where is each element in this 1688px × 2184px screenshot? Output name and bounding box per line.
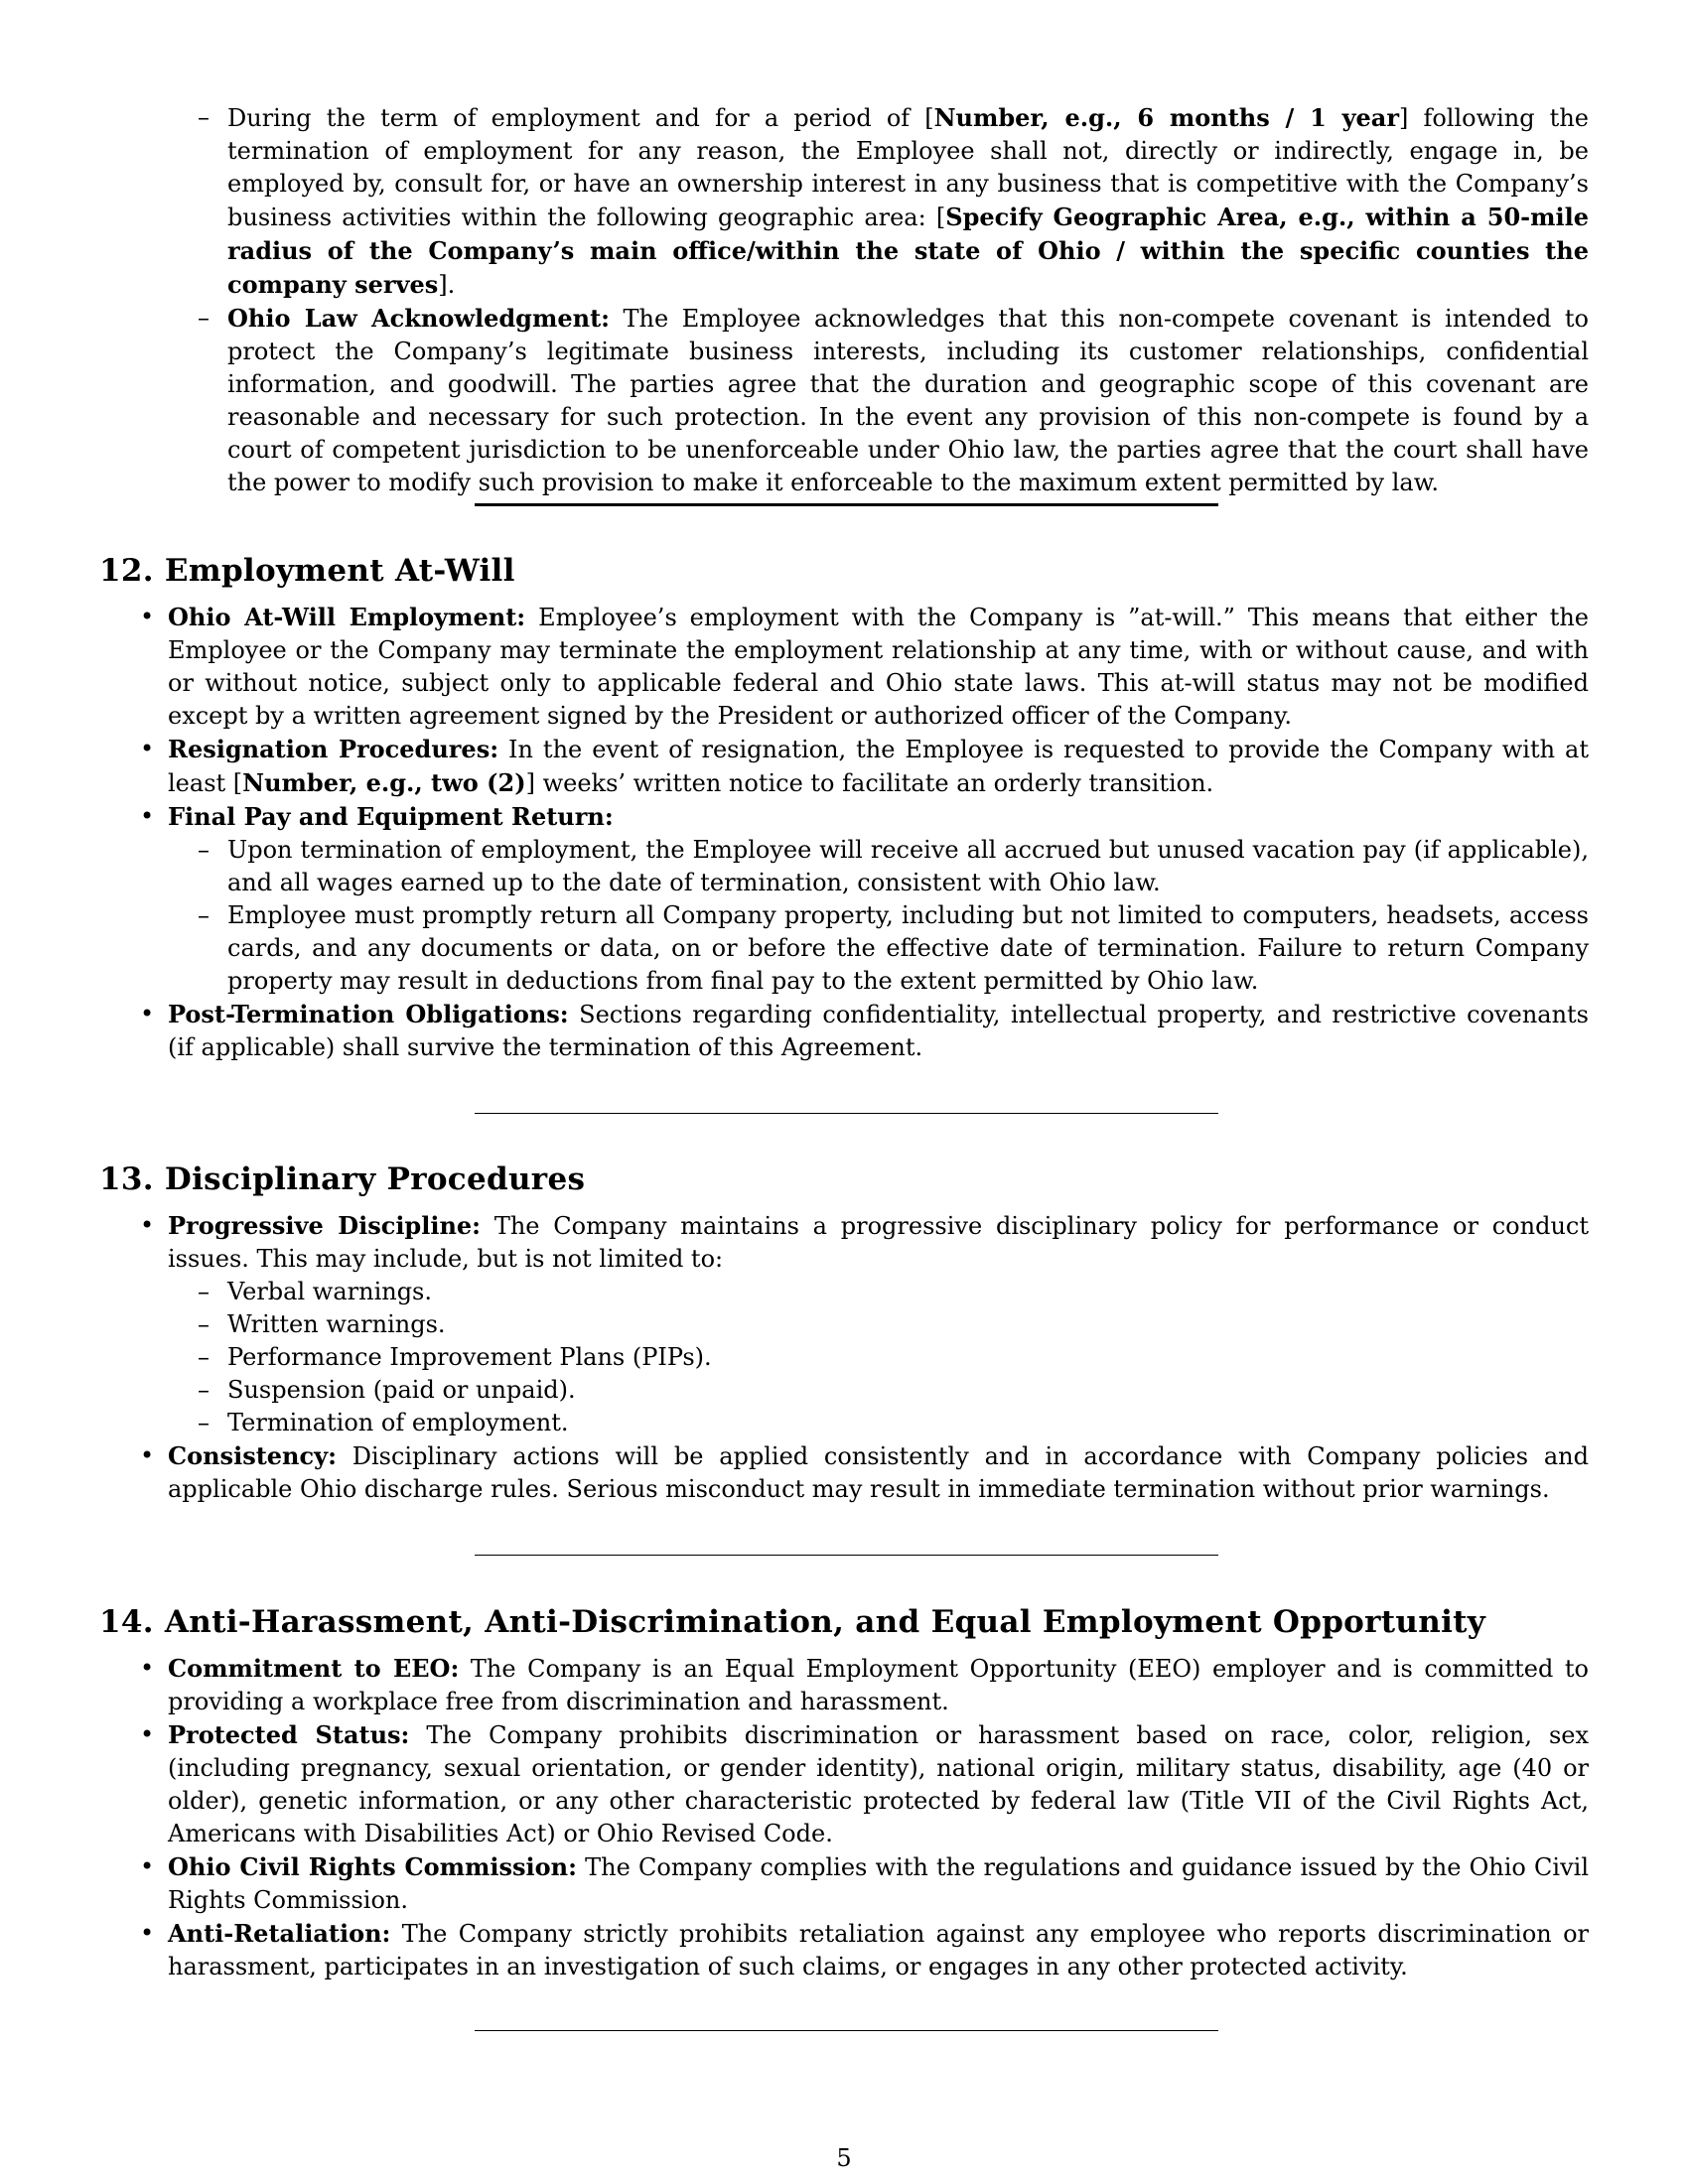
- item-label: Ohio At-Will Employment:: [168, 603, 526, 631]
- dash-marker: –: [198, 304, 210, 332]
- list-item: • Progressive Discipline: The Company maintains a progressive disciplinary policy for performance or conduct issues. This may include, but is not limited to: – Verbal warnings. – Written warnings. – Performance Improvement Plans (PIPs). – Suspension (paid or unpaid). – Termination of employment.: [168, 1209, 1589, 1439]
- item-label: Progressive Discipline:: [168, 1211, 482, 1240]
- bullet-marker: •: [140, 1919, 155, 1947]
- list-item: • Resignation Procedures: In the event of resignation, the Employee is requested to provide the Company with at least [Number, e.g., two (2)] weeks’ written notice to facilitate an orderly transition.: [140, 735, 1589, 797]
- dash-marker: –: [198, 1310, 210, 1338]
- item-label: Resignation Procedures:: [168, 735, 499, 763]
- list-item: • Anti-Retaliation: The Company strictly prohibits retaliation against any employee who reports discrimination or harassment, participates in an investigation of such claims, or engages in any other protected activity.: [140, 1919, 1589, 1980]
- bullet-marker: •: [140, 1441, 155, 1469]
- section-13: [0, 1160, 1688, 1506]
- list-item: • Ohio Civil Rights Commission: The Company complies with the regulations and guidance issued by the Ohio Civil Rights Commission.: [140, 1852, 1590, 1914]
- bullet-marker: •: [140, 1211, 155, 1239]
- sub-list-item: – Written warnings.: [227, 1308, 1589, 1341]
- sub-list-item: – Performance Improvement Plans (PIPs).: [227, 1341, 1589, 1374]
- section-heading: 13. Disciplinary Procedures: [99, 1161, 586, 1197]
- bullet-marker: •: [140, 1720, 155, 1748]
- section-heading: 14. Anti-Harassment, Anti-Discrimination, and Equal Employment Opportunity: [99, 1604, 1486, 1640]
- item-label: Consistency:: [168, 1441, 337, 1470]
- list-item: • Ohio At-Will Employment: Employee’s employment with the Company is ”at-will.” This means that either the Employee or the Company may terminate the employment relationship at any time, with or without cause, and with or without notice, subject only to applicable federal and Ohio state laws. This at-will status may not be modified except by a written agreement signed by the President or authorized officer of the Company.: [140, 603, 1590, 730]
- bullet-marker: •: [140, 802, 155, 830]
- item-label: Final Pay and Equipment Return:: [168, 802, 614, 831]
- section-divider: [475, 503, 1218, 506]
- section-11-continued: [0, 101, 1688, 499]
- sub-list-item: – Upon termination of employment, the Employee will receive all accrued but unused vacation pay (if applicable), and all wages earned up to the date of termination, consistent with Ohio law.: [198, 836, 1589, 896]
- page-number: 5: [836, 2144, 852, 2172]
- dash-marker: –: [198, 1376, 210, 1404]
- dash-marker: –: [198, 901, 210, 929]
- section-divider: [475, 2030, 1218, 2031]
- section-divider: [475, 1113, 1218, 1114]
- item-label: Anti-Retaliation:: [168, 1919, 391, 1948]
- section-14: [0, 1602, 1688, 1983]
- sub-list-item: – Employee must promptly return all Company property, including but not limited to computers, headsets, access cards, and any documents or data, on or before the effective date of termination. Failure to return Company property may result in deductions from final pay to the extent permitted by Ohio law.: [198, 901, 1589, 995]
- item-label: Ohio Law Acknowledgment:: [227, 304, 611, 333]
- item-label: Protected Status:: [168, 1720, 410, 1749]
- item-label: Post-Termination Obligations:: [168, 1000, 569, 1028]
- list-item: • Commitment to EEO: The Company is an Equal Employment Opportunity (EEO) employer and is committed to providing a workplace free from discrimination and harassment.: [140, 1654, 1590, 1715]
- list-item: [140, 800, 1589, 998]
- item-label: Ohio Civil Rights Commission:: [168, 1852, 577, 1881]
- section-12: [0, 551, 1688, 1064]
- list-item: • Consistency: Disciplinary actions will be applied consistently and in accordance with Company policies and applicable Ohio discharge rules. Serious misconduct may result in immediate termination without prior warnings.: [140, 1441, 1589, 1503]
- dash-marker: –: [198, 1278, 210, 1305]
- sub-list-item: – Verbal warnings.: [227, 1276, 1589, 1308]
- sub-list-item: – Termination of employment.: [227, 1407, 1589, 1439]
- item-label: Commitment to EEO:: [168, 1654, 460, 1683]
- bullet-marker: •: [140, 1852, 155, 1880]
- list-item: – During the term of employment and for a period of [Number, e.g., 6 months / 1 year] following the termination of employment for any reason, the Employee shall not, directly or indirectly, engage in, be employed by, consult for, or have an ownership interest in any business that is competitive with the Company’s business activities within the following geographic area: [Specify Geographic Area, e.g., within a 50-mile radius of the Company’s main office/within the state of Ohio / within the specific counties the company serves].: [198, 103, 1589, 299]
- list-item: • Post-Termination Obligations: Sections regarding confidentiality, intellectual property, and restrictive covenants (if applicable) shall survive the termination of this Agreement.: [140, 1000, 1590, 1061]
- dash-marker: –: [198, 1343, 210, 1371]
- bullet-marker: •: [140, 1000, 155, 1027]
- list-item: • Protected Status: The Company prohibits discrimination or harassment based on race, color, religion, sex (including pregnancy, sexual orientation, or gender identity), national origin, military status, disability, age (40 or older), genetic information, or any other characteristic protected by federal law (Title VII of the Civil Rights Act, Americans with Disabilities Act) or Ohio Revised Code.: [140, 1720, 1589, 1847]
- sub-list-item: – Suspension (paid or unpaid).: [227, 1374, 1589, 1407]
- dash-marker: –: [198, 836, 210, 864]
- dash-marker: –: [198, 1409, 210, 1436]
- dash-marker: –: [198, 103, 210, 131]
- bullet-marker: •: [140, 1654, 155, 1682]
- section-heading: 12. Employment At-Will: [99, 553, 515, 589]
- list-item: – Ohio Law Acknowledgment: The Employee acknowledges that this non-compete covenant is intended to protect the Company’s legitimate business interests, including its customer relationships, confidential information, and goodwill. The parties agree that the duration and geographic scope of this covenant are reasonable and necessary for such protection. In the event any provision of this non-compete is found by a court of competent jurisdiction to be unenforceable under Ohio law, the parties agree that the court shall have the power to modify such provision to make it enforceable to the maximum extent permitted by law.: [198, 304, 1590, 496]
- section-divider: [475, 1555, 1218, 1556]
- bullet-marker: •: [140, 735, 155, 762]
- bullet-marker: •: [140, 603, 155, 630]
